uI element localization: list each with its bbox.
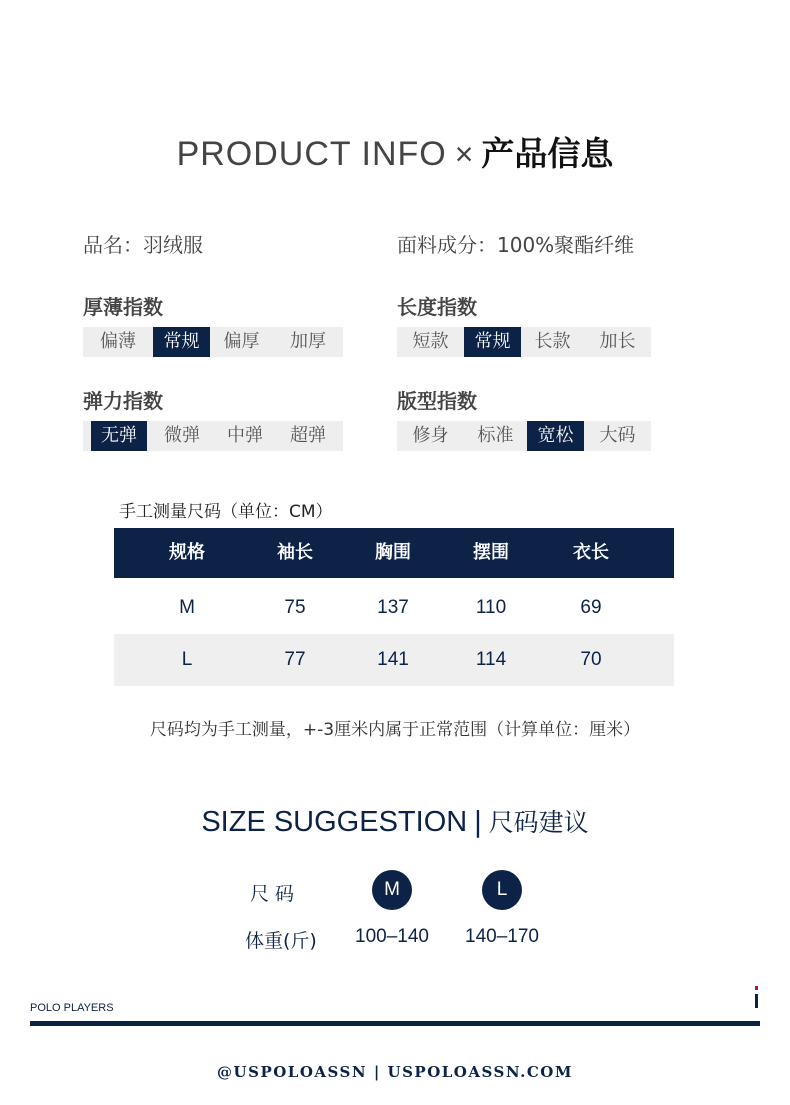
size-table bbox=[114, 528, 674, 686]
table-cell: 70 bbox=[580, 649, 602, 670]
size-suggestion-separator: | bbox=[473, 805, 483, 838]
title-cn: 产品信息 bbox=[481, 134, 614, 173]
table-header-cell: 规格 bbox=[169, 542, 205, 563]
thickness-option: 加厚 bbox=[290, 331, 326, 352]
fit-index-label: 版型指数 bbox=[397, 389, 477, 413]
table-row bbox=[114, 634, 674, 686]
length-option: 短款 bbox=[412, 331, 449, 352]
size-suggestion-title-cn: 尺码建议 bbox=[488, 808, 589, 837]
flag-mark-icon bbox=[755, 986, 758, 1008]
contact-line: @USPOLOASSN | USPOLOASSN.COM bbox=[217, 1063, 573, 1081]
fit-option: 宽松 bbox=[527, 421, 584, 451]
elasticity-spacer bbox=[83, 421, 91, 451]
table-cell: L bbox=[181, 649, 193, 670]
fit-option: 标准 bbox=[477, 425, 514, 446]
table-header-cell: 袖长 bbox=[277, 542, 313, 563]
table-cell: 114 bbox=[475, 649, 507, 670]
weight-label: 体重(斤) bbox=[245, 930, 317, 952]
elasticity-option: 超弹 bbox=[290, 425, 326, 446]
elasticity-index-label: 弹力指数 bbox=[83, 389, 163, 413]
table-header-row bbox=[114, 528, 674, 578]
length-option: 常规 bbox=[464, 327, 521, 357]
length-option: 加长 bbox=[599, 331, 636, 352]
thickness-option: 常规 bbox=[153, 327, 210, 357]
table-header-cell: 胸围 bbox=[375, 542, 411, 563]
table-cell: 69 bbox=[580, 597, 602, 618]
brand-name: POLO PLAYERS bbox=[30, 1002, 114, 1014]
size-suggestion-title bbox=[0, 803, 790, 839]
length-option: 长款 bbox=[534, 331, 571, 352]
size-badge-l: L bbox=[482, 870, 522, 910]
size-label: 尺 码 bbox=[250, 883, 295, 905]
measurement-note: 尺码均为手工测量，+-3厘米内属于正常范围（计算单位：厘米） bbox=[149, 720, 641, 740]
thickness-index-label: 厚薄指数 bbox=[83, 295, 163, 319]
table-row bbox=[114, 582, 674, 634]
page-title bbox=[0, 128, 790, 175]
thickness-index-selector bbox=[83, 327, 343, 357]
size-badge-m: M bbox=[372, 870, 412, 910]
footer-divider bbox=[30, 1021, 760, 1026]
fit-option: 修身 bbox=[412, 425, 449, 446]
length-index-label: 长度指数 bbox=[397, 295, 477, 319]
fabric-composition: 面料成分：100%聚酯纤维 bbox=[397, 233, 635, 257]
fit-option: 大码 bbox=[599, 425, 636, 446]
table-cell: 110 bbox=[475, 597, 507, 618]
weight-range-l: 140–170 bbox=[465, 926, 539, 947]
elasticity-option: 无弹 bbox=[91, 421, 147, 451]
weight-range-m: 100–140 bbox=[355, 926, 429, 947]
table-cell: 137 bbox=[377, 597, 409, 618]
table-cell: 141 bbox=[377, 649, 409, 670]
elasticity-index-selector bbox=[83, 421, 343, 451]
length-index-selector bbox=[397, 327, 651, 357]
elasticity-option: 中弹 bbox=[227, 425, 263, 446]
product-name: 品名：羽绒服 bbox=[83, 233, 203, 257]
table-cell: 77 bbox=[284, 649, 306, 670]
table-cell: M bbox=[179, 597, 195, 618]
table-cell: 75 bbox=[284, 597, 306, 618]
size-table-caption: 手工测量尺码（单位：CM） bbox=[119, 502, 333, 522]
title-en: PRODUCT INFO bbox=[176, 135, 447, 173]
fit-index-selector bbox=[397, 421, 651, 451]
title-separator: × bbox=[454, 136, 474, 172]
thickness-option: 偏厚 bbox=[223, 331, 260, 352]
size-suggestion-title-en: SIZE SUGGESTION bbox=[201, 806, 468, 838]
elasticity-option: 微弹 bbox=[164, 425, 200, 446]
table-header-cell: 摆围 bbox=[473, 542, 509, 563]
thickness-option: 偏薄 bbox=[100, 331, 136, 352]
table-header-cell: 衣长 bbox=[573, 542, 609, 563]
